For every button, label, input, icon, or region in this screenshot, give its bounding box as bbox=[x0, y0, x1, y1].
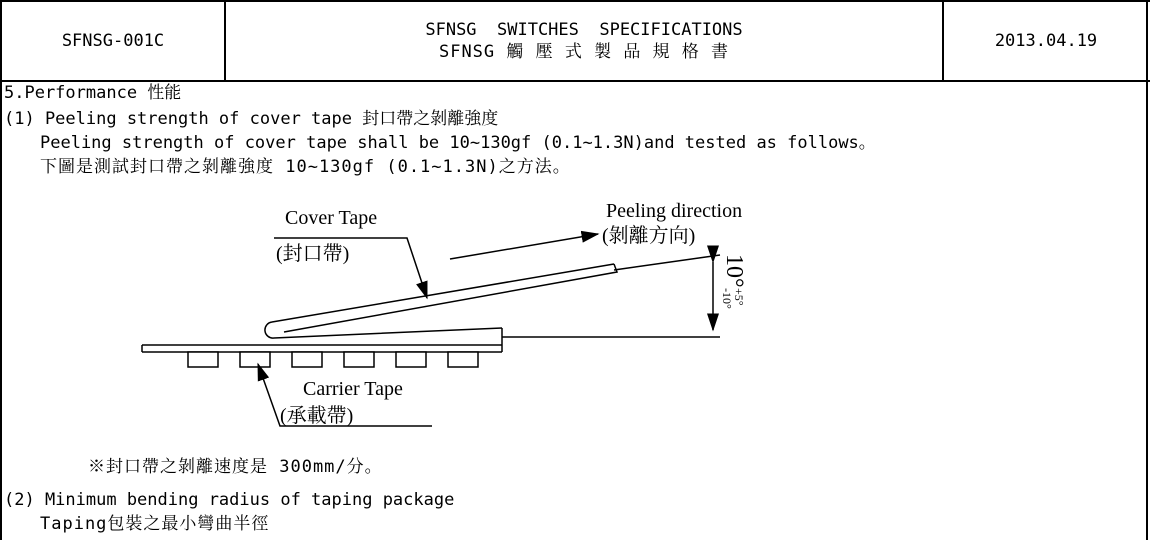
item1-english-text: Peeling strength of cover tape shall be 10~130gf (0.1~1.3N)and tested as follows。 bbox=[40, 133, 876, 153]
title-chinese: SFNSG 觸 壓 式 製 品 規 格 書 bbox=[438, 42, 730, 62]
date-cell bbox=[944, 2, 1148, 80]
angle-tolerance-plus: +5° bbox=[732, 288, 746, 306]
peeling-speed-note: ※封口帶之剝離速度是 300mm/分。 bbox=[88, 457, 383, 477]
item1-title: (1) Peeling strength of cover tape 封口帶之剝離強度 bbox=[4, 109, 499, 129]
peeling-direction-arrow bbox=[450, 234, 598, 259]
item2-chinese-text: Taping包裝之最小彎曲半徑 bbox=[40, 514, 270, 534]
carrier-tape-shape bbox=[142, 328, 502, 367]
document-header bbox=[2, 0, 1150, 82]
peeling-direction-label: Peeling direction bbox=[606, 200, 743, 222]
angle-tolerance-minus: -10° bbox=[720, 288, 734, 309]
title-english: SFNSG SWITCHES SPECIFICATIONS bbox=[425, 20, 743, 40]
section-title: 5.Performance 性能 bbox=[4, 83, 182, 103]
angle-reference-lines bbox=[502, 255, 720, 337]
peeling-direction-label-zh: (剝離方向) bbox=[602, 225, 696, 247]
title-cell bbox=[226, 2, 944, 80]
cover-tape-label-zh: (封口帶) bbox=[276, 243, 350, 265]
angle-value: 10° bbox=[721, 254, 747, 288]
item1-chinese-text: 下圖是測試封口帶之剝離強度 10~130gf (0.1~1.3N)之方法。 bbox=[40, 157, 571, 177]
cover-tape-shape bbox=[265, 264, 617, 338]
carrier-tape-label-zh: (承載帶) bbox=[280, 405, 354, 427]
carrier-tape-label: Carrier Tape bbox=[303, 378, 403, 400]
doc-code-cell bbox=[2, 2, 226, 80]
doc-date: 2013.04.19 bbox=[994, 31, 1098, 51]
cover-tape-label: Cover Tape bbox=[285, 207, 378, 229]
item2-title: (2) Minimum bending radius of taping package bbox=[4, 490, 455, 510]
doc-code: SFNSG-001C bbox=[61, 31, 165, 51]
